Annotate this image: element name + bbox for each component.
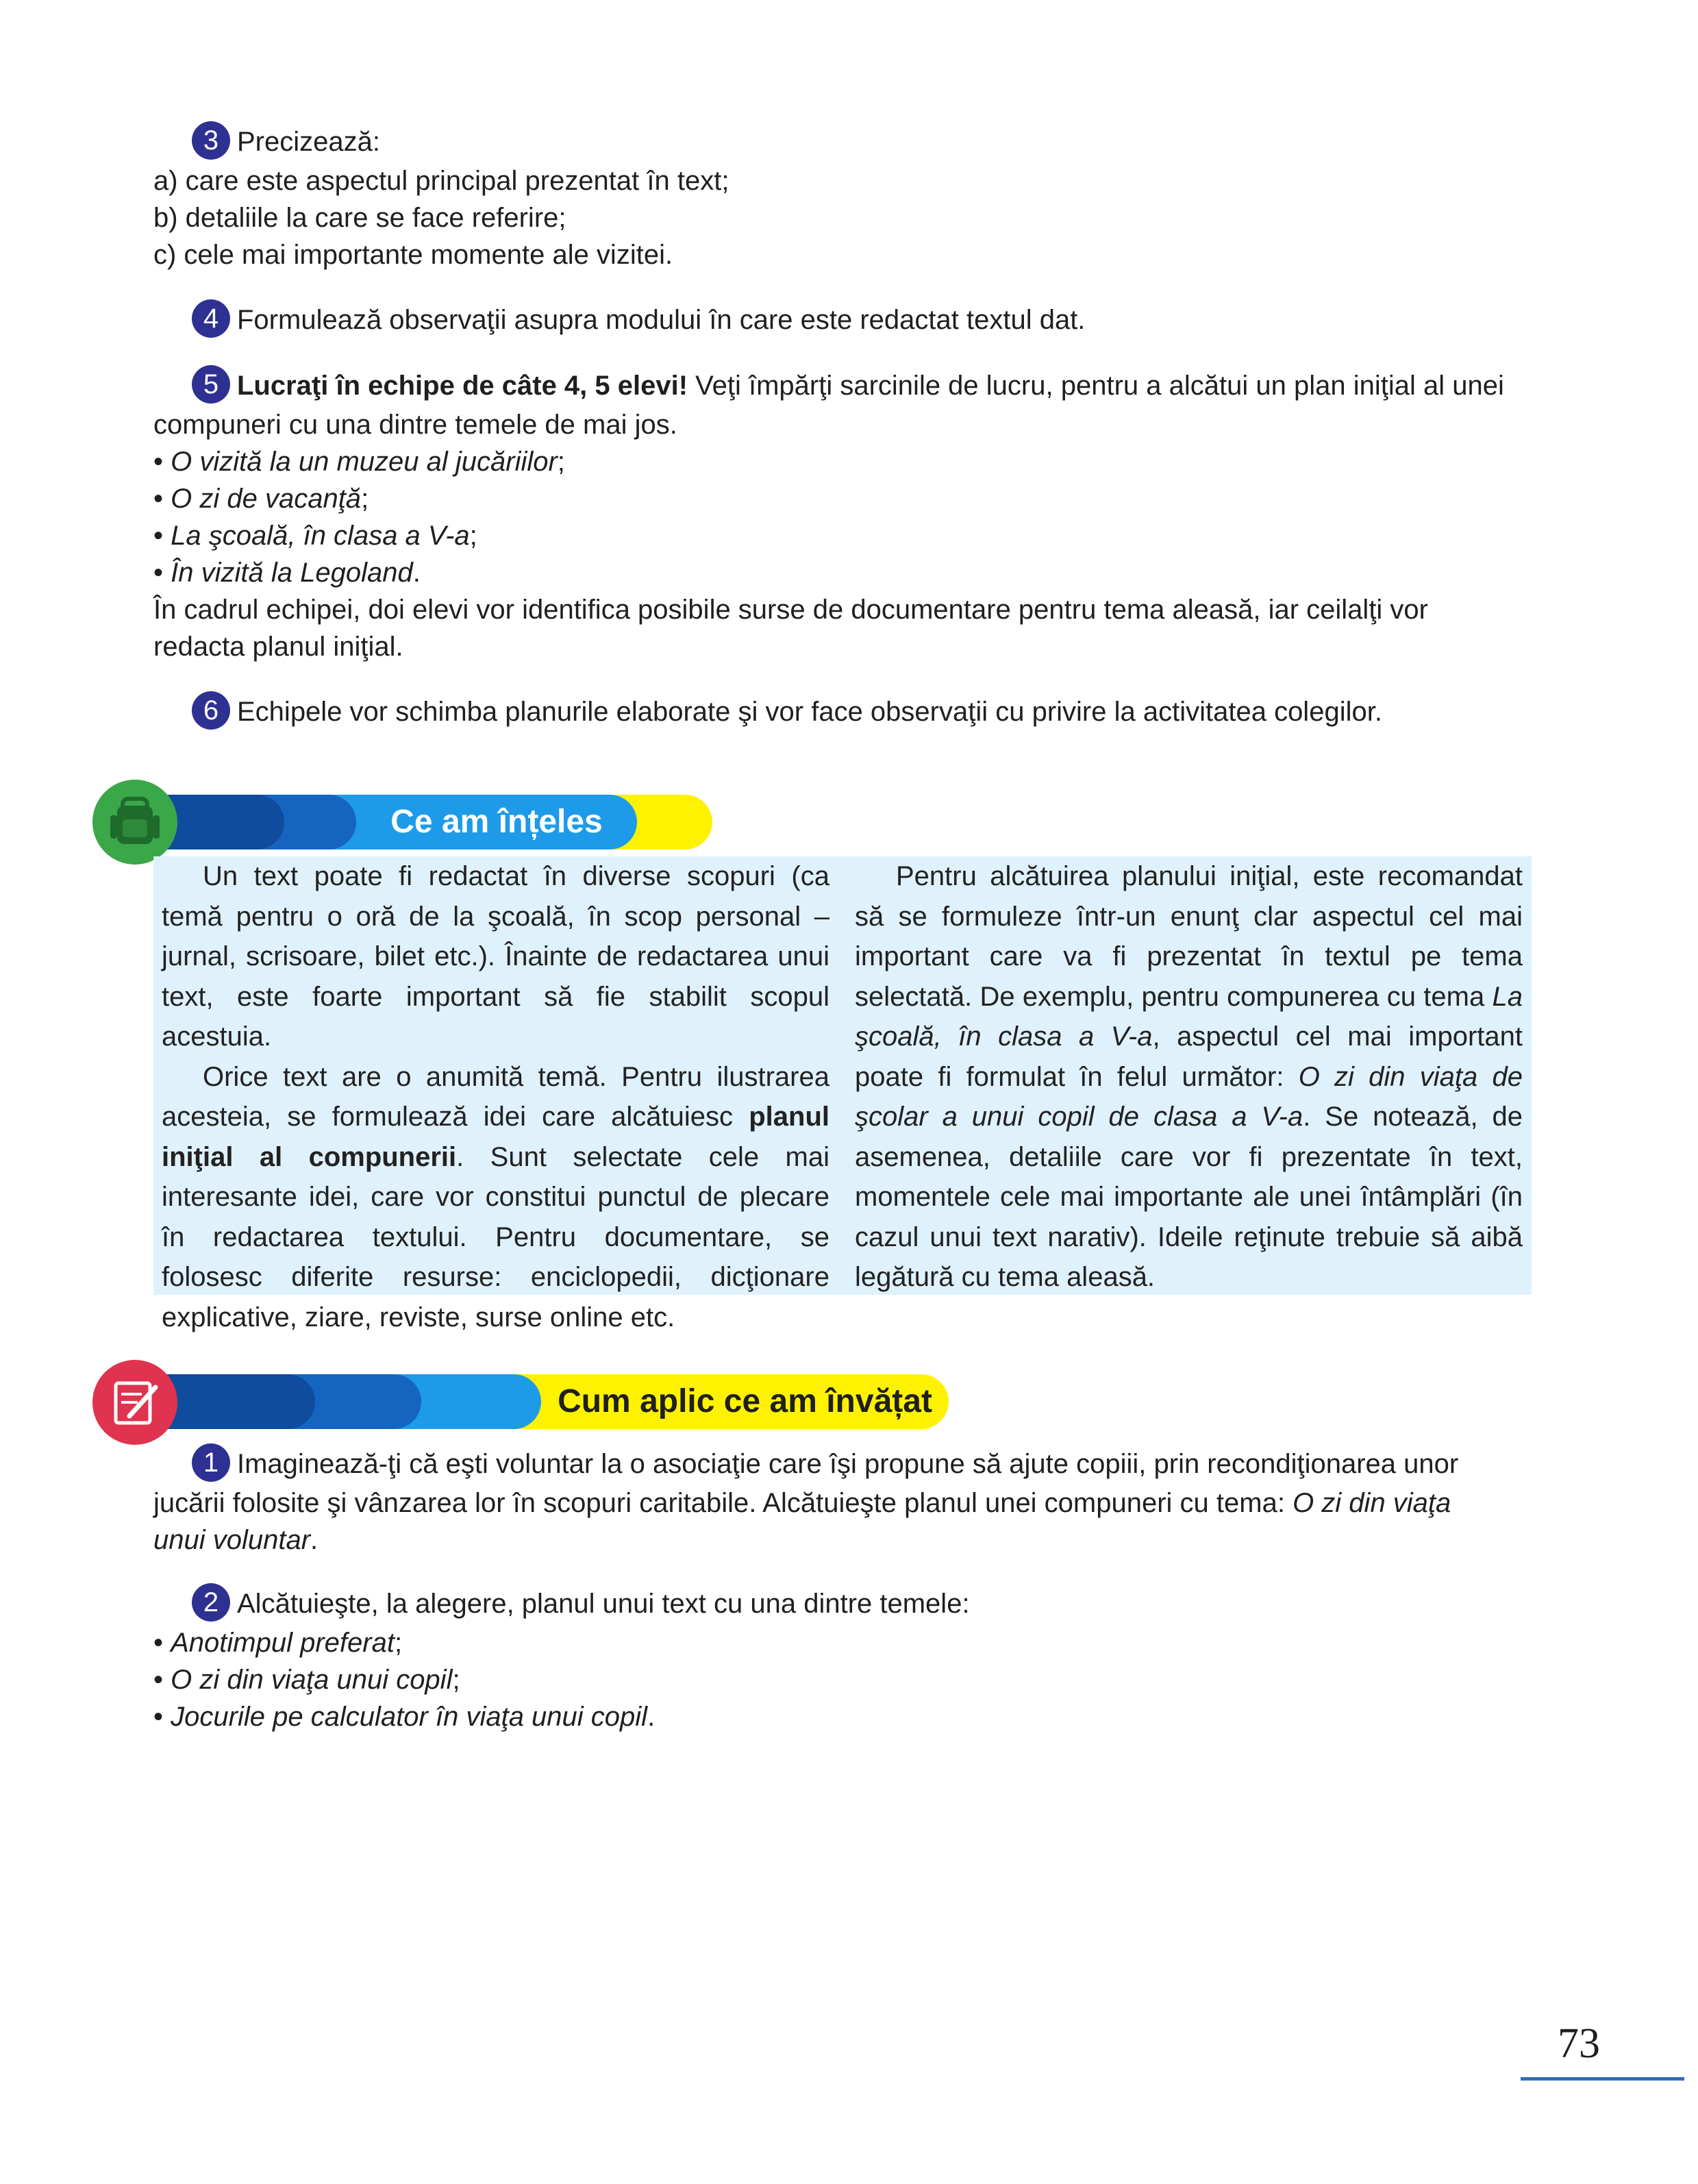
question-text: compuneri cu una dintre temele de mai jos. <box>153 410 677 440</box>
question-3 <box>153 123 1530 273</box>
list-item: a) care este aspectul principal prezentat în text; <box>153 166 729 197</box>
paragraph-line: redacta planul iniţial. <box>153 632 403 662</box>
list-item: • O zi din viaţa unui copil; <box>153 1661 1530 1698</box>
question-number-badge: 1 <box>192 1443 230 1482</box>
question-text: Imaginează-ţi că eşti voluntar la o asociaţie care îşi propune să ajute copiii, prin recondiţionarea unor <box>237 1449 1459 1479</box>
backpack-icon <box>92 780 177 865</box>
question-text: unui voluntar. <box>153 1525 319 1556</box>
question-label: Precizează: <box>237 127 380 157</box>
question-4 <box>153 301 1530 340</box>
section-title: Ce am înțeles <box>390 804 603 840</box>
list-item: c) cele mai importante momente ale vizitei. <box>153 240 673 271</box>
list-item: • O vizită la un muzeu al jucăriilor; <box>153 443 1530 480</box>
list-item: b) detaliile la care se face referire; <box>153 203 566 234</box>
info-column-left <box>162 856 829 1337</box>
list-item: • Jocurile pe calculator în viaţa unui copil. <box>153 1698 1530 1735</box>
question-text: Formulează observaţii asupra modului în care este redactat textul dat. <box>237 305 1086 335</box>
list-item: • În vizită la Legoland. <box>153 554 1530 591</box>
page-number-underline <box>1521 2077 1684 2081</box>
info-box <box>153 856 1532 1332</box>
apply-question-2 <box>153 1585 1530 1735</box>
info-column-right <box>855 856 1523 1298</box>
info-paragraph: Orice text are o anumită temă. Pentru ilustrarea acesteia, se formulează idei care alcătuiesc planul iniţial al compunerii. Sunt selectate cele mai interesante idei, care vor constitui punctul de plecare în redactarea textului. Pentru documentare, se folosesc diferite resurse: enciclopedii, dicţionare explicative, ziare, reviste, surse online etc. <box>162 1061 829 1332</box>
paragraph-line: În cadrul echipei, doi elevi vor identifica posibile surse de documentare pentru tema aleasă, iar ceilalţi vor <box>153 595 1428 625</box>
info-paragraph: Pentru alcătuirea planului iniţial, este recomandat să se formuleze într-un enunţ clar aspectul cel mai important care va fi prezentat în textul pe tema selectată. De exemplu, pentru compunerea cu tema La şcoală, în clasa a V-a, aspectul cel mai important poate fi formulat în felul următor: O zi din viaţa de şcolar a unui copil de clasa a V-a. Se notează, de asemenea, detaliile care vor fi prezentate în text, momentele cele mai importante ale unei întâmplări (în cazul unui text narativ). Ideile reţinute trebuie să aibă legătură cu tema aleasă. <box>855 861 1523 1292</box>
question-number-badge: 4 <box>192 299 230 338</box>
edit-note-icon <box>92 1360 177 1445</box>
question-text: jucării folosite şi vânzarea lor în scopuri caritabile. Alcătuieşte planul unei compuneri cu tema: O zi din viaţa <box>153 1488 1451 1519</box>
apply-question-1 <box>153 1445 1530 1559</box>
list-item: • La şcoală, în clasa a V-a; <box>153 517 1530 554</box>
section-banner-cum-aplic <box>130 1374 949 1429</box>
list-item: • O zi de vacanţă; <box>153 480 1530 517</box>
question-number-badge: 5 <box>192 365 230 404</box>
question-6 <box>153 693 1530 732</box>
page-number: 73 <box>1558 2020 1600 2067</box>
question-number-badge: 2 <box>192 1583 230 1622</box>
question-number-badge: 6 <box>192 691 230 730</box>
question-text: Echipele vor schimba planurile elaborate şi vor face observaţii cu privire la activitatea colegilor. <box>237 697 1382 727</box>
question-text: Veţi împărţi sarcinile de lucru, pentru a alcătui un plan iniţial al unei <box>688 371 1504 401</box>
question-text: Alcătuieşte, la alegere, planul unui text cu una dintre temele: <box>237 1589 970 1619</box>
question-5 <box>153 367 1530 665</box>
question-bold-text: Lucraţi în echipe de câte 4, 5 elevi! <box>237 371 688 401</box>
question-number-badge: 3 <box>192 121 230 160</box>
list-item: • Anotimpul preferat; <box>153 1624 1530 1661</box>
info-paragraph: Un text poate fi redactat în diverse scopuri (ca temă pentru o oră de la şcoală, în scop personal – jurnal, scrisoare, bilet etc.). Înainte de redactarea unui text, este foarte important să fie stabilit scopul acestuia. <box>162 861 829 1052</box>
section-title: Cum aplic ce am învățat <box>558 1383 932 1419</box>
section-banner-ce-am-inteles <box>130 795 712 849</box>
